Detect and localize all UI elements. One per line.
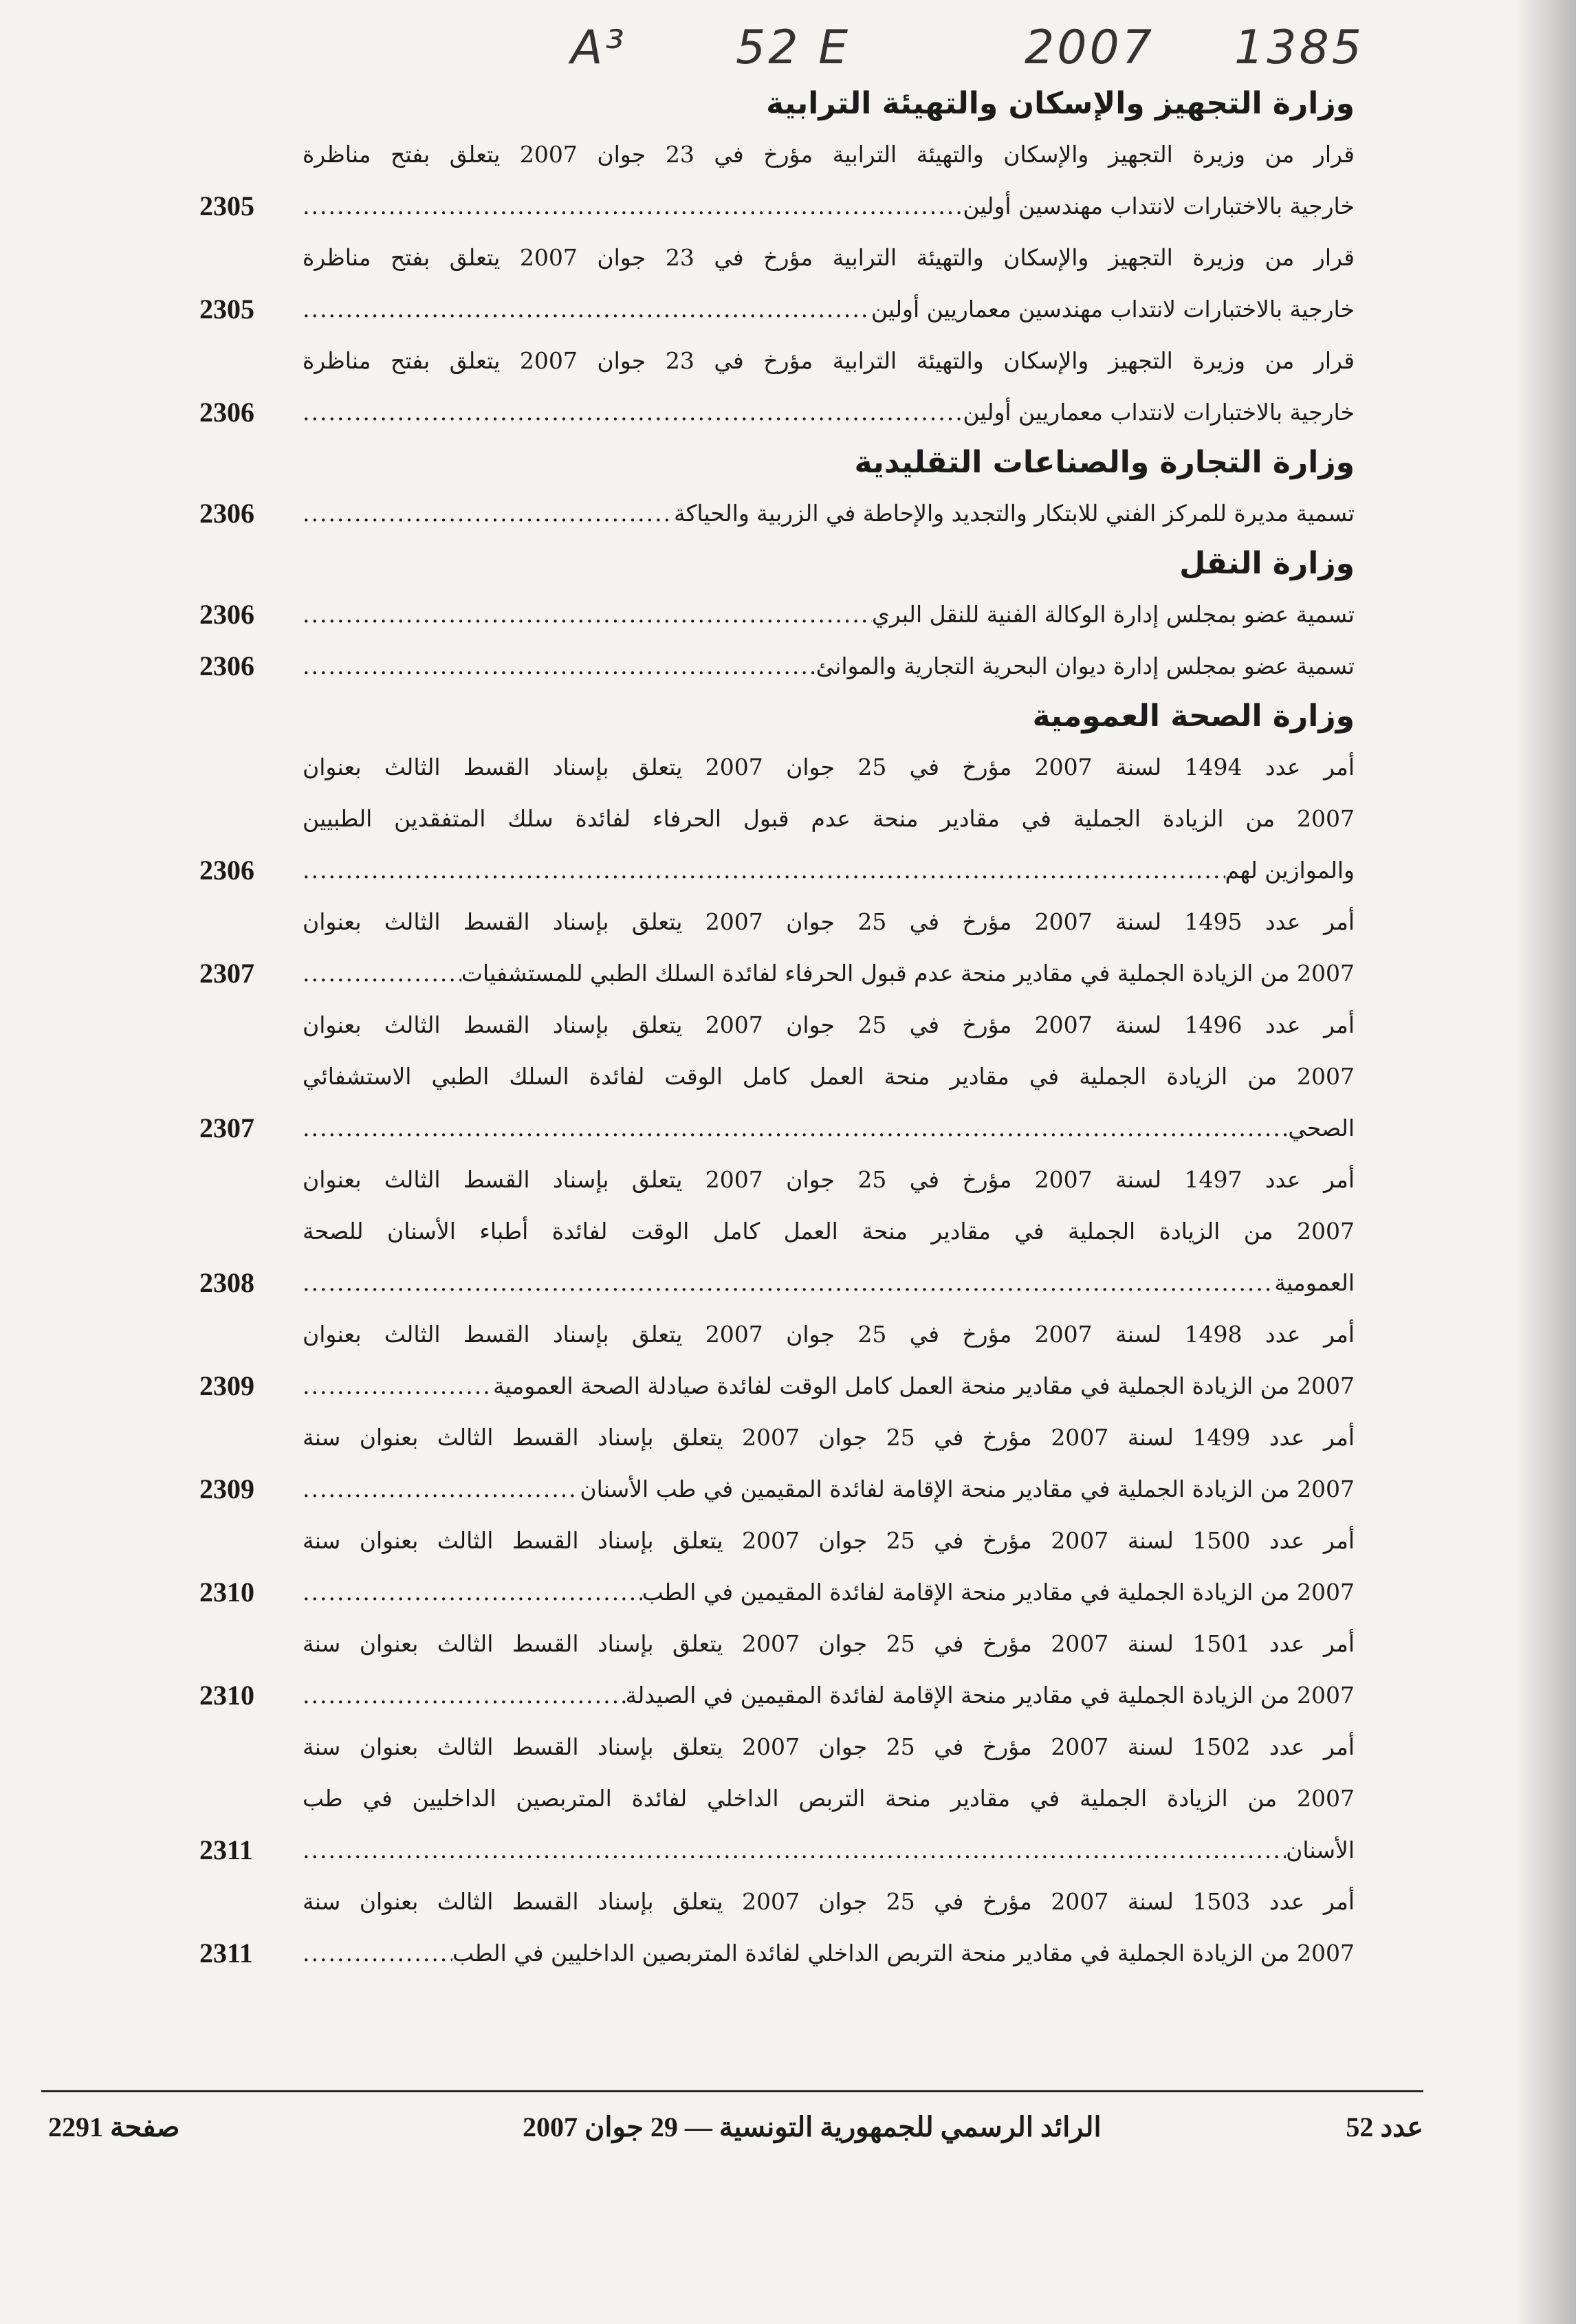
- entry-line: أمر عدد 1502 لسنة 2007 مؤرخ في 25 جوان 2007 يتعلق بإسناد القسط الثالث بعنوان سنة: [303, 1733, 1355, 1760]
- entry-line: 2007 من الزيادة الجملية في مقادير منحة الإقامة لفائدة المقيمين في طب الأسنان .....: [303, 1463, 1355, 1515]
- toc-entry[interactable]: [186, 640, 1355, 692]
- toc-entry[interactable]: [186, 999, 1355, 1154]
- entry-line: الصحي .....: [303, 1102, 1355, 1154]
- entry-line: 2007 من الزيادة الجملية في مقادير منحة العمل كامل الوقت لفائدة السلك الطبي الاستشفائي: [303, 1063, 1355, 1090]
- section-title: وزارة الصحة العمومية: [1032, 699, 1355, 734]
- entry-line: 2007 من الزيادة الجملية في مقادير منحة التربص الداخلي لفائدة المتربصين الداخليين في الطب .....: [303, 1927, 1355, 1979]
- handwritten-note-c: 2007: [1025, 21, 1155, 75]
- entry-line: 2007 من الزيادة الجملية في مقادير منحة عدم قبول الحرفاء لفائدة سلك المتفقدين الطبيين: [303, 805, 1355, 832]
- entry-line: أمر عدد 1499 لسنة 2007 مؤرخ في 25 جوان 2007 يتعلق بإسناد القسط الثالث بعنوان سنة: [303, 1424, 1355, 1451]
- entry-line: قرار من وزيرة التجهيز والإسكان والتهيئة الترابية مؤرخ في 23 جوان 2007 يتعلق بفتح مناظرة: [303, 141, 1355, 168]
- entry-line: والموازين لهم .....: [303, 844, 1355, 896]
- footer-issue-number: عدد 52: [1346, 2112, 1423, 2142]
- page-number: 2310: [199, 1577, 254, 1608]
- page-number: 2306: [199, 599, 254, 630]
- toc-entry[interactable]: [186, 1308, 1355, 1412]
- entry-line: أمر عدد 1497 لسنة 2007 مؤرخ في 25 جوان 2007 يتعلق بإسناد القسط الثالث بعنوان: [303, 1166, 1355, 1193]
- entry-line: الأسنان .....: [303, 1824, 1355, 1876]
- toc-entry[interactable]: [186, 335, 1355, 438]
- toc-entry[interactable]: [186, 1721, 1355, 1876]
- entry-line: أمر عدد 1501 لسنة 2007 مؤرخ في 25 جوان 2007 يتعلق بإسناد القسط الثالث بعنوان سنة: [303, 1630, 1355, 1657]
- footer-rule: [41, 2090, 1423, 2093]
- toc-entry[interactable]: [186, 896, 1355, 999]
- entry-line: خارجية بالاختبارات لانتداب مهندسين أولين .....: [303, 180, 1355, 232]
- table-of-contents: [186, 79, 1355, 1979]
- entry-line: أمر عدد 1494 لسنة 2007 مؤرخ في 25 جوان 2007 يتعلق بإسناد القسط الثالث بعنوان: [303, 754, 1355, 780]
- page-number: 2309: [199, 1473, 254, 1504]
- page-number: 2310: [199, 1680, 254, 1711]
- entry-line: خارجية بالاختبارات لانتداب معماريين أولين .....: [303, 386, 1355, 438]
- handwritten-note-a: A³: [571, 21, 627, 75]
- section-title: وزارة التجارة والصناعات التقليدية: [854, 445, 1355, 480]
- page-number: 2309: [199, 1370, 254, 1401]
- section-title: وزارة التجهيز والإسكان والتهيئة الترابية: [766, 86, 1355, 121]
- entry-line: قرار من وزيرة التجهيز والإسكان والتهيئة الترابية مؤرخ في 23 جوان 2007 يتعلق بفتح مناظرة: [303, 244, 1355, 271]
- page-number: 2307: [199, 958, 254, 989]
- toc-entry[interactable]: [186, 589, 1355, 640]
- page-number: 2306: [199, 855, 254, 886]
- entry-line: تسمية عضو بمجلس إدارة ديوان البحرية التجارية والموانئ .....: [303, 640, 1355, 692]
- entry-line: تسمية عضو بمجلس إدارة الوكالة الفنية للنقل البري .....: [303, 589, 1355, 640]
- handwritten-note-b: 52 E: [736, 21, 851, 75]
- entry-line: قرار من وزيرة التجهيز والإسكان والتهيئة الترابية مؤرخ في 23 جوان 2007 يتعلق بفتح مناظرة: [303, 347, 1355, 374]
- page-number: 2305: [199, 190, 254, 221]
- handwritten-note-d: 1385: [1234, 21, 1365, 75]
- entry-line: العمومية .....: [303, 1257, 1355, 1308]
- page-number: 2307: [199, 1112, 254, 1143]
- entry-line: أمر عدد 1503 لسنة 2007 مؤرخ في 25 جوان 2007 يتعلق بإسناد القسط الثالث بعنوان سنة: [303, 1888, 1355, 1915]
- toc-entry[interactable]: [186, 741, 1355, 896]
- footer-journal-title: الرائد الرسمي للجمهورية التونسية — 29 جوان 2007: [523, 2112, 1102, 2142]
- page-number: 2305: [199, 294, 254, 325]
- toc-entry[interactable]: [186, 1876, 1355, 1979]
- toc-entry[interactable]: [186, 487, 1355, 539]
- entry-line: 2007 من الزيادة الجملية في مقادير منحة العمل كامل الوقت لفائدة أطباء الأسنان للصحة: [303, 1218, 1355, 1245]
- entry-line: خارجية بالاختبارات لانتداب مهندسين معماريين أولين .....: [303, 283, 1355, 335]
- toc-entry[interactable]: [186, 1154, 1355, 1308]
- entry-line: أمر عدد 1498 لسنة 2007 مؤرخ في 25 جوان 2007 يتعلق بإسناد القسط الثالث بعنوان: [303, 1321, 1355, 1348]
- entry-line: أمر عدد 1496 لسنة 2007 مؤرخ في 25 جوان 2007 يتعلق بإسناد القسط الثالث بعنوان: [303, 1011, 1355, 1038]
- page-number: 2308: [199, 1267, 254, 1298]
- toc-entry[interactable]: [186, 129, 1355, 232]
- page-number: 2306: [199, 650, 254, 681]
- section-title: وزارة النقل: [1179, 546, 1355, 581]
- page-number: 2311: [199, 1938, 253, 1969]
- entry-line: 2007 من الزيادة الجملية في مقادير منحة العمل كامل الوقت لفائدة صيادلة الصحة العمومية .....: [303, 1360, 1355, 1412]
- toc-entry[interactable]: [186, 232, 1355, 335]
- toc-entry[interactable]: [186, 1412, 1355, 1515]
- entry-line: 2007 من الزيادة الجملية في مقادير منحة التربص الداخلي لفائدة المتربصين الداخليين في طب: [303, 1785, 1355, 1812]
- page-edge-shadow: [1514, 0, 1576, 2324]
- toc-entry[interactable]: [186, 1618, 1355, 1721]
- toc-entry[interactable]: [186, 1515, 1355, 1618]
- entry-line: أمر عدد 1495 لسنة 2007 مؤرخ في 25 جوان 2007 يتعلق بإسناد القسط الثالث بعنوان: [303, 908, 1355, 935]
- entry-line: أمر عدد 1500 لسنة 2007 مؤرخ في 25 جوان 2007 يتعلق بإسناد القسط الثالث بعنوان سنة: [303, 1527, 1355, 1554]
- entry-line: تسمية مديرة للمركز الفني للابتكار والتجديد والإحاطة في الزربية والحياكة .....: [303, 487, 1355, 539]
- entry-line: 2007 من الزيادة الجملية في مقادير منحة الإقامة لفائدة المقيمين في الصيدلة .....: [303, 1669, 1355, 1721]
- page-number: 2306: [199, 498, 254, 529]
- footer-page-label: صفحة 2291: [48, 2112, 180, 2142]
- entry-line: 2007 من الزيادة الجملية في مقادير منحة عدم قبول الحرفاء لفائدة السلك الطبي للمستشفيات .....: [303, 947, 1355, 999]
- page-number: 2306: [199, 397, 254, 428]
- page-number: 2311: [199, 1834, 253, 1865]
- page-footer: [41, 2111, 1423, 2152]
- entry-line: 2007 من الزيادة الجملية في مقادير منحة الإقامة لفائدة المقيمين في الطب .....: [303, 1566, 1355, 1618]
